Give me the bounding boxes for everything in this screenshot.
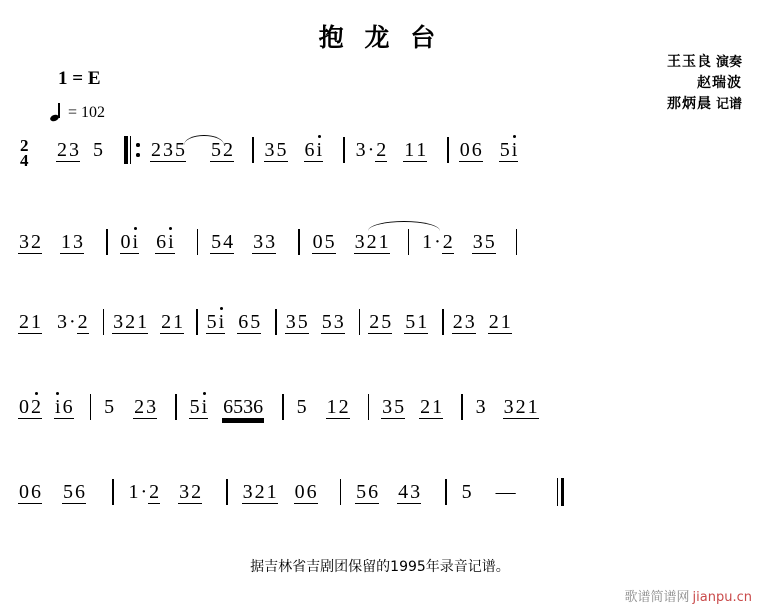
note: 1 xyxy=(422,231,433,253)
note: 2 xyxy=(31,231,41,253)
measure-5-1 xyxy=(18,475,112,519)
note: 2 xyxy=(366,231,377,253)
note: 6 xyxy=(368,481,379,503)
note: 5 xyxy=(499,139,510,161)
note: 3 xyxy=(265,231,276,253)
measure-notes xyxy=(381,390,443,440)
measure-1-2 xyxy=(150,133,252,177)
measure-2-3 xyxy=(210,225,298,269)
measure-notes xyxy=(285,305,345,355)
barline xyxy=(359,309,361,335)
note: i xyxy=(316,139,323,161)
credit-line-1 xyxy=(592,52,742,73)
note: 1 xyxy=(31,311,41,333)
note: 5 xyxy=(321,311,332,333)
measure-5-2 xyxy=(128,475,227,519)
note: 3 xyxy=(464,311,475,333)
measure-2-5 xyxy=(421,225,516,269)
note: 5 xyxy=(297,311,308,333)
credits-block xyxy=(592,52,742,115)
note: 5 xyxy=(211,139,221,161)
measure-notes xyxy=(18,475,86,525)
note: 5 xyxy=(484,231,495,253)
measure-2-4 xyxy=(312,225,408,269)
note: 6 xyxy=(306,481,317,503)
note: i xyxy=(218,311,225,333)
measure-notes xyxy=(120,225,175,275)
note: 3 xyxy=(146,396,157,418)
note: 2 xyxy=(191,481,202,503)
note: 5 xyxy=(296,396,307,418)
note: 3 xyxy=(57,311,67,333)
note: 2 xyxy=(223,139,233,161)
staff-row-1 xyxy=(0,133,760,177)
note: 6 xyxy=(238,311,249,333)
tempo-value: = 102 xyxy=(68,104,106,121)
note: 1 xyxy=(378,231,389,253)
measure-4-5 xyxy=(381,390,461,434)
note: 1 xyxy=(61,231,71,253)
note: 3 xyxy=(179,481,190,503)
note: 0 xyxy=(294,481,305,503)
barline xyxy=(442,309,444,335)
note: 5 xyxy=(324,231,335,253)
note: 3 xyxy=(285,311,296,333)
note: 3 xyxy=(355,139,366,161)
credit-name-1: 王玉良 xyxy=(666,54,712,70)
measure-notes xyxy=(18,225,84,275)
note: 3 xyxy=(475,396,486,418)
barline xyxy=(282,394,284,420)
note: 5 xyxy=(211,231,222,253)
note: 2 xyxy=(31,396,41,418)
page-title: 抱 龙 台 xyxy=(318,23,442,52)
note: 6 xyxy=(156,231,167,253)
measure-notes xyxy=(189,390,265,440)
measure-5-5 xyxy=(461,475,557,519)
note: 2 xyxy=(57,139,67,161)
repeat-start-barline xyxy=(124,136,135,164)
note: 3 xyxy=(242,481,253,503)
measure-4-1 xyxy=(18,390,90,434)
note: 1 xyxy=(527,396,538,418)
note: 1 xyxy=(404,139,415,161)
barline xyxy=(408,229,410,255)
measure-notes xyxy=(18,305,89,355)
note: i xyxy=(55,396,61,418)
note: 3 xyxy=(354,231,365,253)
note: 5 xyxy=(276,139,287,161)
measure-notes xyxy=(368,305,428,355)
credit-role-performer: 演奏 xyxy=(715,55,742,70)
final-barline xyxy=(557,478,567,506)
note: 3 xyxy=(382,396,393,418)
note: 5 xyxy=(381,311,392,333)
note: 5 xyxy=(461,481,472,503)
staff-row-2 xyxy=(0,225,760,269)
note: 2 xyxy=(134,396,145,418)
measure-notes xyxy=(296,390,350,440)
measure-notes xyxy=(452,305,512,355)
footer-note: 据吉林省吉剧团保留的1995年录音记谱。 xyxy=(250,559,510,575)
quarter-note-icon xyxy=(50,104,64,122)
barline xyxy=(252,137,254,163)
note: 1 xyxy=(417,311,428,333)
note: i xyxy=(132,231,139,253)
key-signature: 1 = E xyxy=(58,68,101,89)
note: · xyxy=(434,231,441,253)
note: 6536 xyxy=(223,396,264,418)
note: · xyxy=(140,481,148,503)
measure-2-2 xyxy=(120,225,197,269)
credit-name-2: 赵瑞波 xyxy=(697,75,742,91)
note: 1 xyxy=(416,139,427,161)
note: 2 xyxy=(369,311,380,333)
measure-notes xyxy=(355,133,428,183)
measure-2-1 xyxy=(18,225,106,269)
note: 3 xyxy=(73,231,83,253)
watermark xyxy=(625,586,752,605)
measure-notes xyxy=(421,225,496,275)
note: 5 xyxy=(93,139,103,161)
measure-3-6 xyxy=(452,305,512,349)
note: 1 xyxy=(432,396,443,418)
note: 6 xyxy=(62,396,73,418)
note: 2 xyxy=(77,311,88,333)
watermark-url: jianpu.cn xyxy=(692,590,752,605)
note: 5 xyxy=(356,481,367,503)
note: · xyxy=(367,139,375,161)
measure-1-5 xyxy=(459,133,519,177)
barline xyxy=(445,479,447,505)
barline xyxy=(447,137,449,163)
note: 0 xyxy=(19,481,29,503)
note: 3 xyxy=(264,139,275,161)
note: 2 xyxy=(442,231,453,253)
note: 3 xyxy=(472,231,483,253)
measure-3-4 xyxy=(285,305,359,349)
measure-4-3 xyxy=(189,390,283,434)
measure-notes xyxy=(56,133,104,183)
note: 0 xyxy=(19,396,29,418)
measure-notes xyxy=(461,475,517,525)
note: i xyxy=(168,231,174,253)
watermark-site: 歌谱简谱网 xyxy=(624,590,690,605)
measure-notes xyxy=(112,305,184,355)
note: 4 xyxy=(223,231,234,253)
credit-name-3: 那炳晨 xyxy=(666,96,712,112)
measure-notes xyxy=(355,475,421,525)
note: 2 xyxy=(515,396,526,418)
note: 5 xyxy=(175,139,185,161)
note: 4 xyxy=(398,481,409,503)
barline xyxy=(90,394,92,420)
note: 1 xyxy=(500,311,511,333)
note: · xyxy=(69,311,76,333)
note: 1 xyxy=(137,311,148,333)
measure-1-1 xyxy=(56,133,124,177)
barline xyxy=(112,479,114,505)
measure-notes xyxy=(18,390,74,440)
measure-3-5 xyxy=(368,305,442,349)
note: 3 xyxy=(410,481,421,503)
credit-line-2 xyxy=(592,73,742,94)
measure-4-4 xyxy=(296,390,368,434)
note: 5 xyxy=(405,311,416,333)
measure-3-2 xyxy=(112,305,196,349)
barline xyxy=(103,309,105,335)
note: 2 xyxy=(488,311,499,333)
credit-line-3 xyxy=(592,94,742,115)
tempo-marking xyxy=(50,104,105,122)
barline xyxy=(275,309,277,335)
note: 2 xyxy=(338,396,349,418)
measure-4-2 xyxy=(103,390,175,434)
note: 3 xyxy=(503,396,514,418)
note: 2 xyxy=(376,139,387,161)
note: 3 xyxy=(333,311,344,333)
note: 2 xyxy=(19,311,29,333)
credit-role-notator: 记谱 xyxy=(715,97,742,112)
note: 1 xyxy=(173,311,184,333)
note: 0 xyxy=(459,139,470,161)
measure-5-4 xyxy=(355,475,445,519)
note: 5 xyxy=(104,396,115,418)
note: 5 xyxy=(63,481,73,503)
note: 3 xyxy=(253,231,264,253)
repeat-dots xyxy=(135,136,142,164)
note: 2 xyxy=(420,396,431,418)
barline xyxy=(175,394,177,420)
barline xyxy=(226,479,228,505)
note: 0 xyxy=(120,231,131,253)
note: 1 xyxy=(128,481,139,503)
time-signature-denominator: 4 xyxy=(20,151,29,170)
note: 6 xyxy=(304,139,315,161)
barline xyxy=(197,229,199,255)
note: 6 xyxy=(75,481,85,503)
barline xyxy=(343,137,345,163)
note: 3 xyxy=(19,231,29,253)
barline xyxy=(516,229,518,255)
note: 6 xyxy=(471,139,482,161)
note: 5 xyxy=(250,311,261,333)
note: i xyxy=(201,396,208,418)
note: 2 xyxy=(161,311,172,333)
staff-row-3 xyxy=(0,305,760,349)
note: 0 xyxy=(312,231,323,253)
note: 2 xyxy=(254,481,265,503)
measure-3-3 xyxy=(206,305,276,349)
note: 2 xyxy=(149,481,160,503)
note: 2 xyxy=(125,311,136,333)
time-signature-numerator: 2 xyxy=(20,136,29,155)
note: i xyxy=(511,139,518,161)
measure-notes xyxy=(475,390,539,440)
measure-notes xyxy=(459,133,519,183)
measure-notes xyxy=(206,305,262,355)
note: 1 xyxy=(266,481,277,503)
measure-4-6 xyxy=(475,390,539,434)
barline xyxy=(298,229,300,255)
measure-5-3 xyxy=(242,475,340,519)
measure-notes xyxy=(264,133,324,183)
staff-row-5 xyxy=(0,475,760,519)
note: 1 xyxy=(326,396,337,418)
note: 3 xyxy=(163,139,173,161)
barline xyxy=(340,479,342,505)
barline xyxy=(368,394,370,420)
measure-notes xyxy=(312,225,390,275)
note: 5 xyxy=(189,396,200,418)
note: 5 xyxy=(394,396,405,418)
measure-notes xyxy=(242,475,318,525)
measure-3-1 xyxy=(18,305,103,349)
note: 6 xyxy=(31,481,41,503)
note: 5 xyxy=(206,311,217,333)
note: 3 xyxy=(113,311,124,333)
measure-notes xyxy=(103,390,157,440)
barline xyxy=(461,394,463,420)
measure-notes xyxy=(210,225,276,275)
barline xyxy=(196,309,198,335)
note: 3 xyxy=(69,139,79,161)
note: — xyxy=(495,481,516,503)
measure-notes xyxy=(128,475,203,525)
note: 2 xyxy=(452,311,463,333)
measure-1-4 xyxy=(355,133,448,177)
barline xyxy=(106,229,108,255)
staff-row-4 xyxy=(0,390,760,434)
measure-1-3 xyxy=(264,133,344,177)
note: 2 xyxy=(151,139,161,161)
